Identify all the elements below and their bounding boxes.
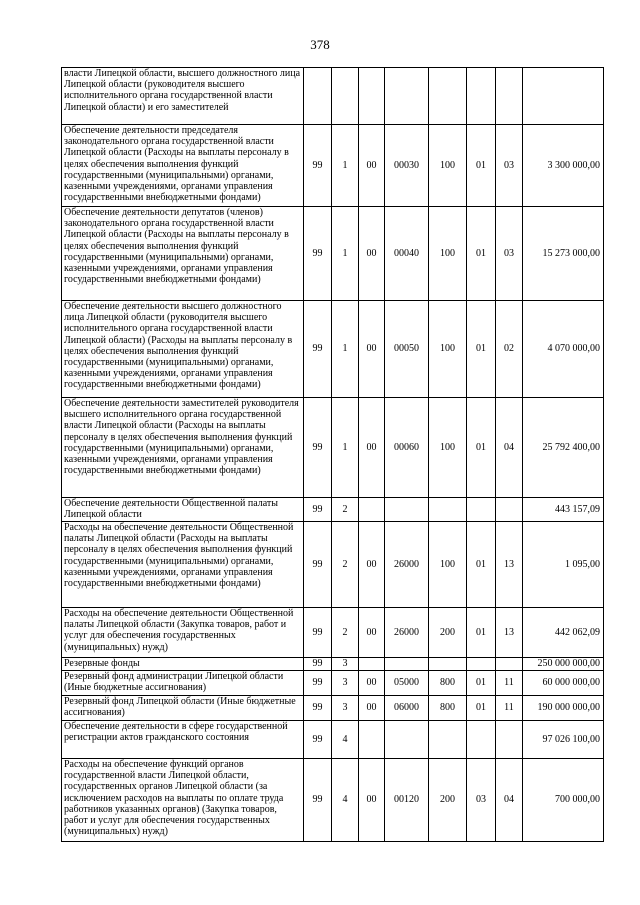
code-cell: 00040 — [385, 207, 429, 301]
code-cell: 4 — [332, 759, 359, 842]
code-cell: 99 — [304, 398, 332, 498]
amount-cell: 1 095,00 — [523, 522, 604, 608]
code-cell — [467, 68, 496, 125]
code-cell: 00030 — [385, 125, 429, 207]
table-row — [62, 696, 604, 721]
table-row — [62, 301, 604, 398]
code-cell — [385, 498, 429, 522]
code-cell — [429, 721, 467, 759]
code-cell — [359, 498, 385, 522]
amount-cell: 250 000 000,00 — [523, 658, 604, 671]
code-cell — [467, 721, 496, 759]
code-cell: 11 — [496, 696, 523, 721]
code-cell: 4 — [332, 721, 359, 759]
code-cell: 06000 — [385, 696, 429, 721]
code-cell: 99 — [304, 522, 332, 608]
code-cell: 3 — [332, 696, 359, 721]
code-cell: 2 — [332, 608, 359, 658]
item-name: Резервные фонды — [62, 658, 304, 671]
code-cell: 100 — [429, 522, 467, 608]
code-cell: 100 — [429, 398, 467, 498]
code-cell: 99 — [304, 696, 332, 721]
table-row — [62, 498, 604, 522]
code-cell — [429, 498, 467, 522]
code-cell: 01 — [467, 398, 496, 498]
code-cell: 26000 — [385, 522, 429, 608]
code-cell — [429, 68, 467, 125]
code-cell: 200 — [429, 608, 467, 658]
code-cell: 3 — [332, 658, 359, 671]
amount-cell: 190 000 000,00 — [523, 696, 604, 721]
table-row — [62, 608, 604, 658]
table-row — [62, 671, 604, 696]
code-cell: 01 — [467, 522, 496, 608]
code-cell — [385, 721, 429, 759]
item-name: Обеспечение деятельности председателя законодательного органа государственной власти Липецкой области (Расходы на выплаты персоналу в целях обеспечения выполнения функций государственными (муниципальными) органами, казенными учреждениями, органами управления государственными внебюджетными фондами) — [62, 125, 304, 207]
amount-cell: 3 300 000,00 — [523, 125, 604, 207]
code-cell: 00060 — [385, 398, 429, 498]
code-cell: 100 — [429, 125, 467, 207]
code-cell: 00 — [359, 125, 385, 207]
code-cell: 1 — [332, 207, 359, 301]
code-cell: 99 — [304, 671, 332, 696]
table-row — [62, 759, 604, 842]
code-cell: 1 — [332, 125, 359, 207]
code-cell: 99 — [304, 658, 332, 671]
code-cell — [359, 721, 385, 759]
item-name: Расходы на обеспечение деятельности Общественной палаты Липецкой области (Расходы на выплаты персоналу в целях обеспечения выполнения функций государственными (муниципальными) органами, казенными учреждениями, органами управления государственными внебюджетными фондами) — [62, 522, 304, 608]
code-cell: 1 — [332, 398, 359, 498]
code-cell: 01 — [467, 301, 496, 398]
code-cell: 00 — [359, 398, 385, 498]
code-cell: 00 — [359, 207, 385, 301]
item-name: Обеспечение деятельности заместителей руководителя высшего исполнительного органа государственной власти Липецкой области (Расходы на выплаты персоналу в целях обеспечения выполнения функций государственными (муниципальными) органами, казенными учреждениями, органами управления государственными внебюджетными фондами) — [62, 398, 304, 498]
code-cell — [359, 658, 385, 671]
table-row — [62, 207, 604, 301]
code-cell: 03 — [496, 125, 523, 207]
code-cell: 26000 — [385, 608, 429, 658]
item-name: Обеспечение деятельности депутатов (членов) законодательного органа государственной власти Липецкой области (Расходы на выплаты персоналу в целях обеспечения выполнения функций государственными (муниципальными) органами, казенными учреждениями, органами управления государственными внебюджетными фондами) — [62, 207, 304, 301]
table-row — [62, 398, 604, 498]
amount-cell — [523, 68, 604, 125]
code-cell: 800 — [429, 696, 467, 721]
code-cell: 00 — [359, 522, 385, 608]
code-cell: 13 — [496, 522, 523, 608]
item-name: власти Липецкой области, высшего должностного лица Липецкой области (руководителя высшего исполнительного органа государственной власти Липецкой области) и его заместителей — [62, 68, 304, 125]
code-cell: 1 — [332, 301, 359, 398]
code-cell — [304, 68, 332, 125]
code-cell: 100 — [429, 301, 467, 398]
code-cell: 01 — [467, 671, 496, 696]
item-name: Обеспечение деятельности в сфере государственной регистрации актов гражданского состояния — [62, 721, 304, 759]
code-cell — [496, 68, 523, 125]
code-cell: 800 — [429, 671, 467, 696]
code-cell: 11 — [496, 671, 523, 696]
item-name: Расходы на обеспечение функций органов государственной власти Липецкой области, государственных органов Липецкой области (за исключением расходов на выплаты по оплате труда работников указанных органов) (Закупка товаров, работ и услуг для обеспечения государственных (муниципальных) нужд) — [62, 759, 304, 842]
item-name: Резервный фонд администрации Липецкой области (Иные бюджетные ассигнования) — [62, 671, 304, 696]
code-cell: 100 — [429, 207, 467, 301]
code-cell — [385, 658, 429, 671]
code-cell: 00 — [359, 696, 385, 721]
code-cell — [429, 658, 467, 671]
item-name: Расходы на обеспечение деятельности Общественной палаты Липецкой области (Закупка товаров, работ и услуг для обеспечения государственных (муниципальных) нужд) — [62, 608, 304, 658]
code-cell: 00 — [359, 301, 385, 398]
code-cell: 3 — [332, 671, 359, 696]
code-cell — [332, 68, 359, 125]
code-cell: 01 — [467, 207, 496, 301]
code-cell: 99 — [304, 759, 332, 842]
code-cell — [496, 721, 523, 759]
code-cell: 99 — [304, 608, 332, 658]
amount-cell: 443 157,09 — [523, 498, 604, 522]
page-number: 378 — [310, 37, 330, 52]
code-cell: 01 — [467, 696, 496, 721]
code-cell: 04 — [496, 398, 523, 498]
amount-cell: 25 792 400,00 — [523, 398, 604, 498]
amount-cell: 60 000 000,00 — [523, 671, 604, 696]
code-cell: 00 — [359, 608, 385, 658]
table-row — [62, 658, 604, 671]
code-cell: 00 — [359, 671, 385, 696]
code-cell: 200 — [429, 759, 467, 842]
code-cell — [467, 498, 496, 522]
code-cell: 99 — [304, 498, 332, 522]
code-cell: 99 — [304, 125, 332, 207]
code-cell — [496, 498, 523, 522]
table-row — [62, 522, 604, 608]
item-name: Обеспечение деятельности высшего должностного лица Липецкой области (руководителя высшего исполнительного органа государственной власти Липецкой области) (Расходы на выплаты персоналу в целях обеспечения выполнения функций государственными (муниципальными) органами, казенными учреждениями, органами управления государственными внебюджетными фондами) — [62, 301, 304, 398]
code-cell: 02 — [496, 301, 523, 398]
amount-cell: 15 273 000,00 — [523, 207, 604, 301]
code-cell: 99 — [304, 301, 332, 398]
code-cell: 01 — [467, 608, 496, 658]
code-cell — [496, 658, 523, 671]
item-name: Обеспечение деятельности Общественной палаты Липецкой области — [62, 498, 304, 522]
code-cell — [385, 68, 429, 125]
code-cell: 2 — [332, 522, 359, 608]
code-cell: 03 — [496, 207, 523, 301]
budget-table — [61, 67, 604, 842]
amount-cell: 4 070 000,00 — [523, 301, 604, 398]
table-row — [62, 125, 604, 207]
item-name: Резервный фонд Липецкой области (Иные бюджетные ассигнования) — [62, 696, 304, 721]
code-cell: 01 — [467, 125, 496, 207]
table-row — [62, 68, 604, 125]
code-cell — [359, 68, 385, 125]
code-cell: 2 — [332, 498, 359, 522]
code-cell: 00050 — [385, 301, 429, 398]
code-cell: 00 — [359, 759, 385, 842]
code-cell: 99 — [304, 207, 332, 301]
code-cell: 99 — [304, 721, 332, 759]
table-row — [62, 721, 604, 759]
code-cell — [467, 658, 496, 671]
code-cell: 13 — [496, 608, 523, 658]
amount-cell: 97 026 100,00 — [523, 721, 604, 759]
code-cell: 05000 — [385, 671, 429, 696]
code-cell: 03 — [467, 759, 496, 842]
amount-cell: 700 000,00 — [523, 759, 604, 842]
amount-cell: 442 062,09 — [523, 608, 604, 658]
code-cell: 00120 — [385, 759, 429, 842]
code-cell: 04 — [496, 759, 523, 842]
